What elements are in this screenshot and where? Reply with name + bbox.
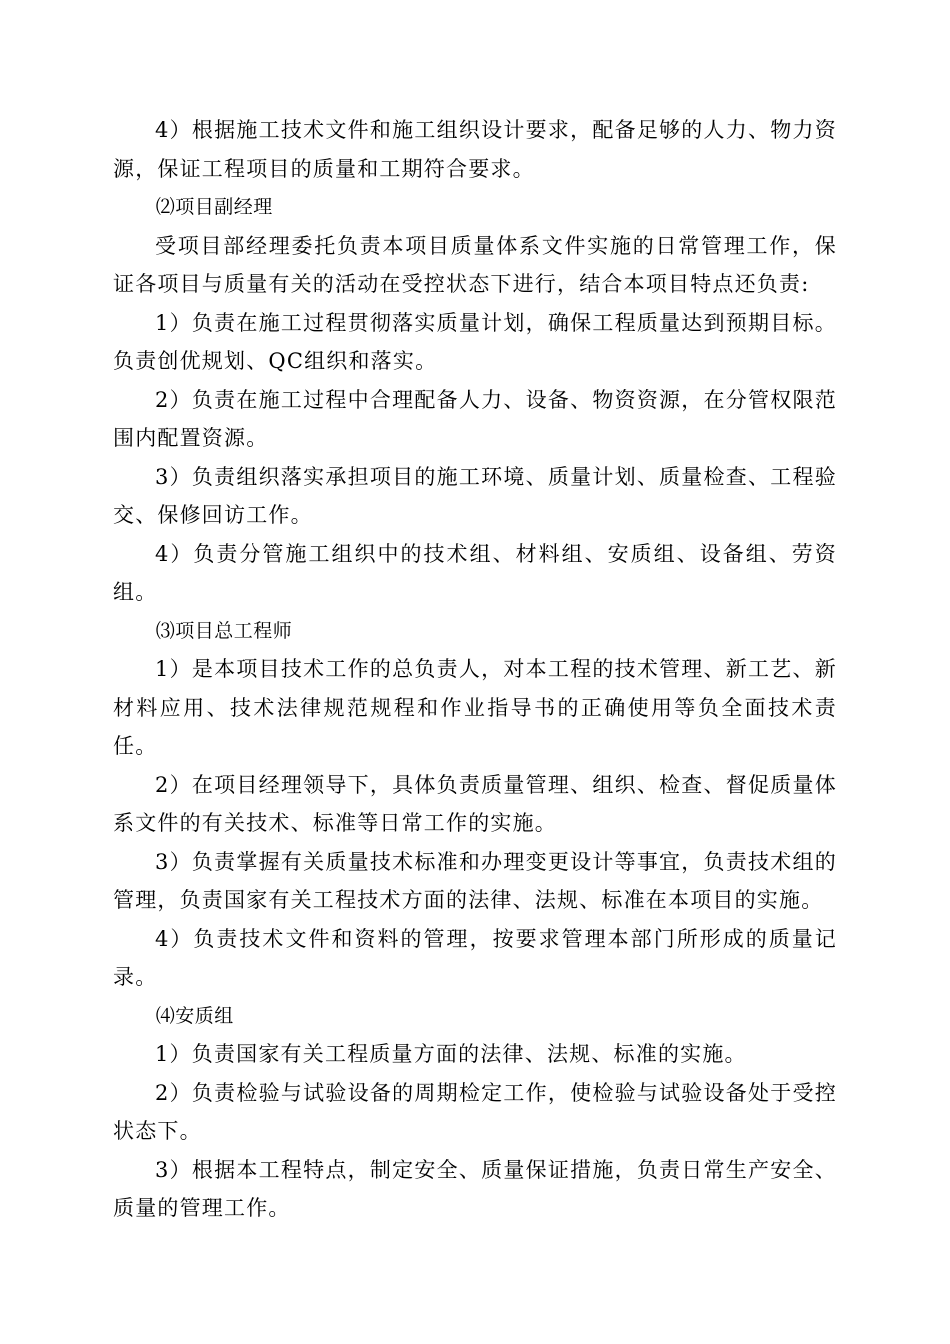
paragraph-safety-item-2: 2）负责检验与试验设备的周期检定工作，使检验与试验设备处于受控状态下。 — [113, 1080, 837, 1143]
paragraph-engineer-item-3: 3）负责掌握有关质量技术标准和办理变更设计等事宜，负责技术组的管理，负责国家有关工程技术方面的法律、法规、标准在本项目的实施。 — [113, 849, 837, 912]
paragraph-safety-item-1: 1）负责国家有关工程质量方面的法律、法规、标准的实施。 — [155, 1042, 747, 1066]
paragraph-deputy-item-4: 4）负责分管施工组织中的技术组、材料组、安质组、设备组、劳资组。 — [113, 541, 837, 604]
paragraph-deputy-item-2: 2）负责在施工过程中合理配备人力、设备、物资资源，在分管权限范围内配置资源。 — [113, 387, 837, 450]
paragraph-engineer-item-2: 2）在项目经理领导下，具体负责质量管理、组织、检查、督促质量体系文件的有关技术、标准等日常工作的实施。 — [113, 772, 837, 835]
paragraph-deputy-item-3: 3）负责组织落实承担项目的施工环境、质量计划、质量检查、工程验交、保修回访工作。 — [113, 464, 837, 527]
paragraph-engineer-item-1: 1）是本项目技术工作的总负责人，对本工程的技术管理、新工艺、新材料应用、技术法律规范规程和作业指导书的正确使用等负全面技术责任。 — [113, 657, 837, 758]
paragraph-engineer-item-4: 4）负责技术文件和资料的管理，按要求管理本部门所形成的质量记录。 — [113, 926, 837, 989]
paragraph-safety-item-3: 3）根据本工程特点，制定安全、质量保证措施，负责日常生产安全、质量的管理工作。 — [113, 1157, 837, 1220]
section-heading-safety-quality-group: ⑷安质组 — [155, 1004, 234, 1027]
paragraph-deputy-intro: 受项目部经理委托负责本项目质量体系文件实施的日常管理工作，保证各项目与质量有关的活动在受控状态下进行，结合本项目特点还负责: — [113, 233, 837, 296]
paragraph-resources: 4）根据施工技术文件和施工组织设计要求，配备足够的人力、物力资源，保证工程项目的质量和工期符合要求。 — [113, 118, 837, 181]
section-heading-chief-engineer: ⑶项目总工程师 — [155, 619, 293, 642]
document-body — [113, 111, 837, 1228]
paragraph-deputy-item-1: 1）负责在施工过程贯彻落实质量计划，确保工程质量达到预期目标。负责创优规划、QC组织和落实。 — [113, 310, 837, 373]
section-heading-deputy-manager: ⑵项目副经理 — [155, 196, 273, 218]
